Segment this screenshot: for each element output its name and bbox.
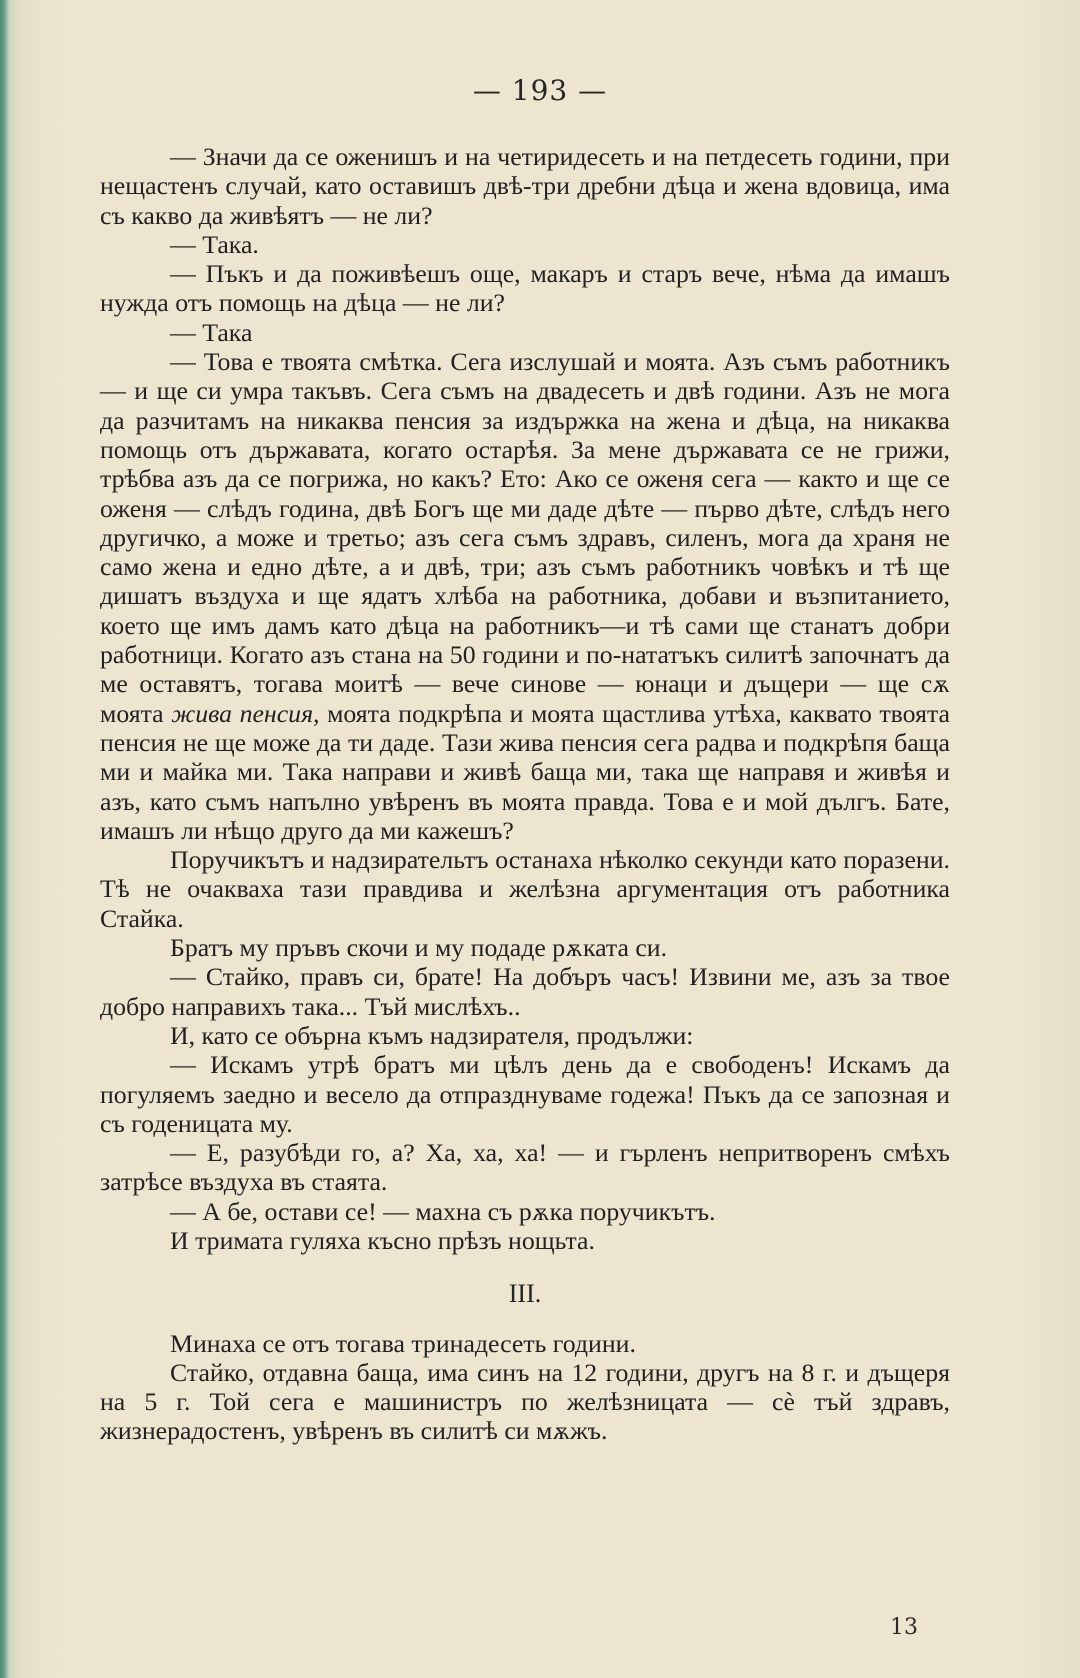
paragraph: — Пъкъ и да поживѣешъ още, макаръ и старъ вече, нѣма да имашъ нужда отъ помощь на дѣца — не ли?	[100, 259, 950, 318]
paragraph: Минаха се отъ тогава тринадесеть години.	[170, 1328, 636, 1358]
paragraph: И, като се обърна къмъ надзирателя, продължи:	[170, 1020, 694, 1050]
paragraph: — Е, разубѣди го, а? Ха, ха, ха! — и гърленъ непритворенъ смѣхъ затрѣсе въздуха въ стаята.	[100, 1138, 950, 1197]
paragraph: — Така	[170, 317, 253, 347]
paragraph: И тримата гуляха късно прѣзъ нощьта.	[170, 1225, 595, 1255]
paragraph: — Така.	[170, 229, 259, 259]
paragraph: Поручикътъ и надзирательтъ останаха нѣколко секунди като поразени. Тѣ не очакваха тази правдива и желѣзна аргументация отъ работника Стайка.	[100, 845, 950, 933]
italic-phrase: жива пенсия,	[171, 698, 320, 728]
paragraph-long-tail: моята подкрѣпа и моята щастлива утѣха, каквато твоята пенсия не ще може да ти даде. Тази жива пенсия сега радва и подкрѣпя баща ми и майка ми. Така направи и живѣ баща ми, така ще направя и живѣя и азъ, като съмъ напълно увѣренъ въ моята правда. Това е и мой дългъ. Бате, имашъ ли нѣщо друго да ми кажешъ?	[100, 698, 950, 845]
section-heading: III.	[508, 1279, 542, 1309]
paragraph: — Искамъ утрѣ братъ ми цѣлъ день да е свободенъ! Искамъ да погуляемъ заедно и весело да отпразднуваме годежа! Пъкъ да се запозная и съ годеницата му.	[100, 1050, 950, 1138]
page-number: — 193 —	[472, 74, 608, 107]
paragraph: — Значи да се оженишъ и на четиридесеть и на петдесеть години, при нещастенъ случай, като оставишъ двѣ-три дребни дѣца и жена вдовица, има съ какво да живѣятъ — не ли?	[100, 142, 950, 230]
body-text	[100, 142, 950, 1446]
paragraph: — Стайко, правъ си, брате! На добъръ часъ! Извини ме, азъ за твое добро направихъ така... Тъй мислѣхъ..	[100, 962, 950, 1021]
paragraph-long-head: — Това е твоята смѣтка. Сега изслушай и моята. Азъ съмъ работникъ — и ще си умра такъвъ. Сега съмъ на двадесеть и двѣ години. Азъ не мога да разчитамъ на никаква пенсия за издържка на жена и дѣца, на никаква помощь отъ държавата, когато остарѣя. За мене държавата се не грижи, трѣбва азъ да се погрижа, но какъ? Ето: Ако се оженя сега — както и ще се оженя — слѣдъ година, двѣ Богъ ще ми даде дѣте — първо дѣте, слѣдъ него другичко, а може и третьо; азъ сега съмъ здравъ, силенъ, мога да храня не само жена и едно дѣте, а и двѣ, три; азъ съмъ работникъ човѣкъ и тѣ ще дишатъ въздуха и ще ядатъ хлѣба на работника, добави и възпитанието, което ще имъ дамъ като дѣца на работникъ—и тѣ сами ще станатъ добри работници. Когато азъ стана на 50 години и по-нататъкъ силитѣ започнатъ да ме оставятъ, тогава моитѣ — вече синове — юнаци и дъщери — ще сѫ моята	[100, 347, 950, 728]
paragraph-long	[100, 347, 950, 845]
paragraph: — А бе, остави се! — махна съ рѫка поручикътъ.	[170, 1196, 716, 1226]
paragraph: Братъ му пръвъ скочи и му подаде рѫката си.	[170, 933, 668, 963]
signature-mark: 13	[890, 1615, 918, 1640]
paragraph: Стайко, отдавна баща, има синъ на 12 години, другъ на 8 г. и дъщеря на 5 г. Той сега е машинистръ по желѣзницата — сѐ тъй здравъ, жизнерадостенъ, увѣренъ въ силитѣ си мѫжъ.	[100, 1357, 950, 1446]
